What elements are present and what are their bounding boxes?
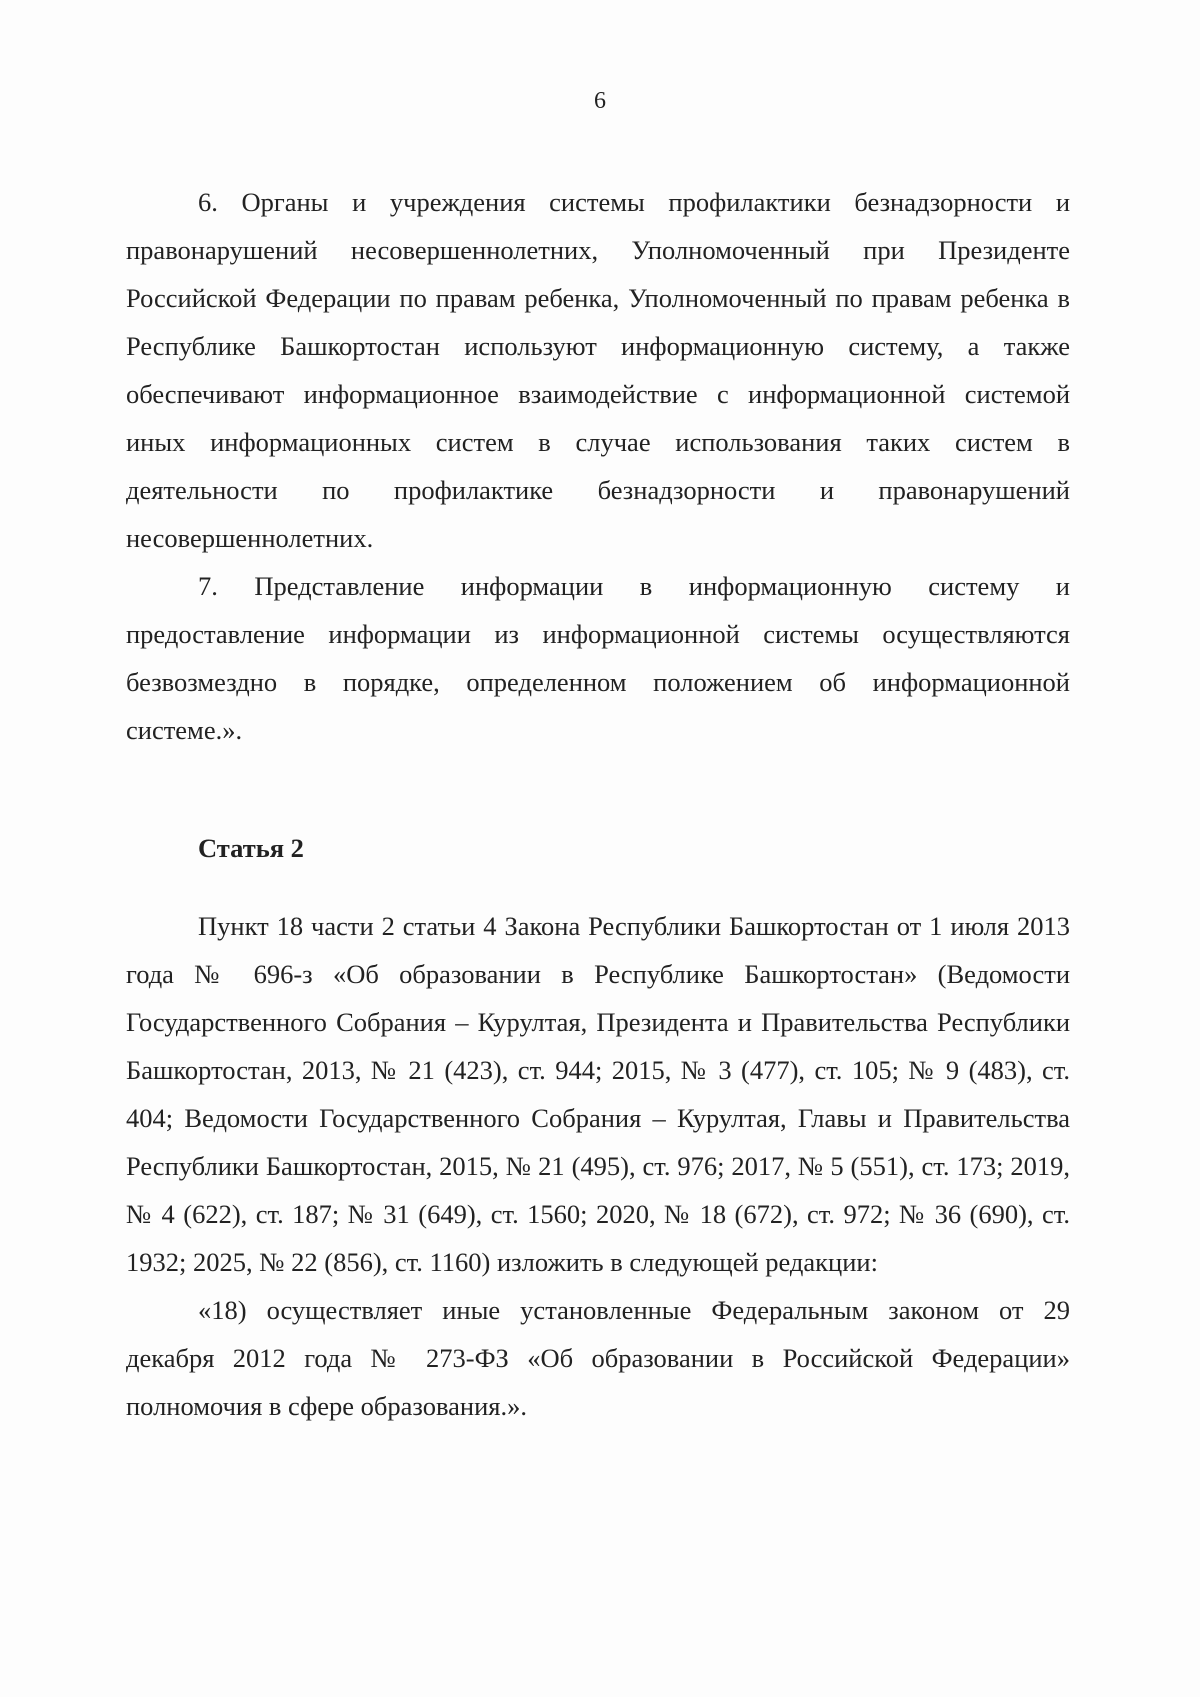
- document-body: [126, 178, 1070, 1430]
- section-gap: [126, 754, 1070, 824]
- paragraph-6: 6. Органы и учреждения системы профилактики безнадзорности и правонарушений несовершеннолетних, Уполномоченный при Президенте Российской Федерации по правам ребенка, Уполномоченный по правам ребенка в Республике Башкортостан используют информационную систему, а также обеспечивают информационное взаимодействие с информационной системой иных информационных систем в случае использования таких систем в деятельности по профилактике безнадзорности и правонарушений несовершеннолетних.: [126, 187, 1070, 553]
- heading-gap: [126, 872, 1070, 902]
- article-heading: Статья 2: [198, 833, 304, 863]
- article-2-paragraph-2: «18) осуществляет иные установленные Федеральным законом от 29 декабря 2012 года № 273-ФЗ «Об образовании в Российской Федерации» полномочия в сфере образования.».: [126, 1295, 1070, 1421]
- page-number: 6: [594, 88, 606, 114]
- paragraph-7: 7. Представление информации в информационную систему и предоставление информации из информационной системы осуществляются безвозмездно в порядке, определенном положением об информационной системе.».: [126, 571, 1070, 745]
- article-2-paragraph-1: Пункт 18 части 2 статьи 4 Закона Республики Башкортостан от 1 июля 2013 года № 696-з «Об образовании в Республике Башкортостан» (Ведомости Государственного Собрания – Курултая, Президента и Правительства Республики Башкортостан, 2013, № 21 (423), ст. 944; 2015, № 3 (477), ст. 105; № 9 (483), ст. 404; Ведомости Государственного Собрания – Курултая, Главы и Правительства Республики Башкортостан, 2015, № 21 (495), ст. 976; 2017, № 5 (551), ст. 173; 2019, № 4 (622), ст. 187; № 31 (649), ст. 1560; 2020, № 18 (672), ст. 972; № 36 (690), ст. 1932; 2025, № 22 (856), ст. 1160) изложить в следующей редакции:: [126, 911, 1070, 1277]
